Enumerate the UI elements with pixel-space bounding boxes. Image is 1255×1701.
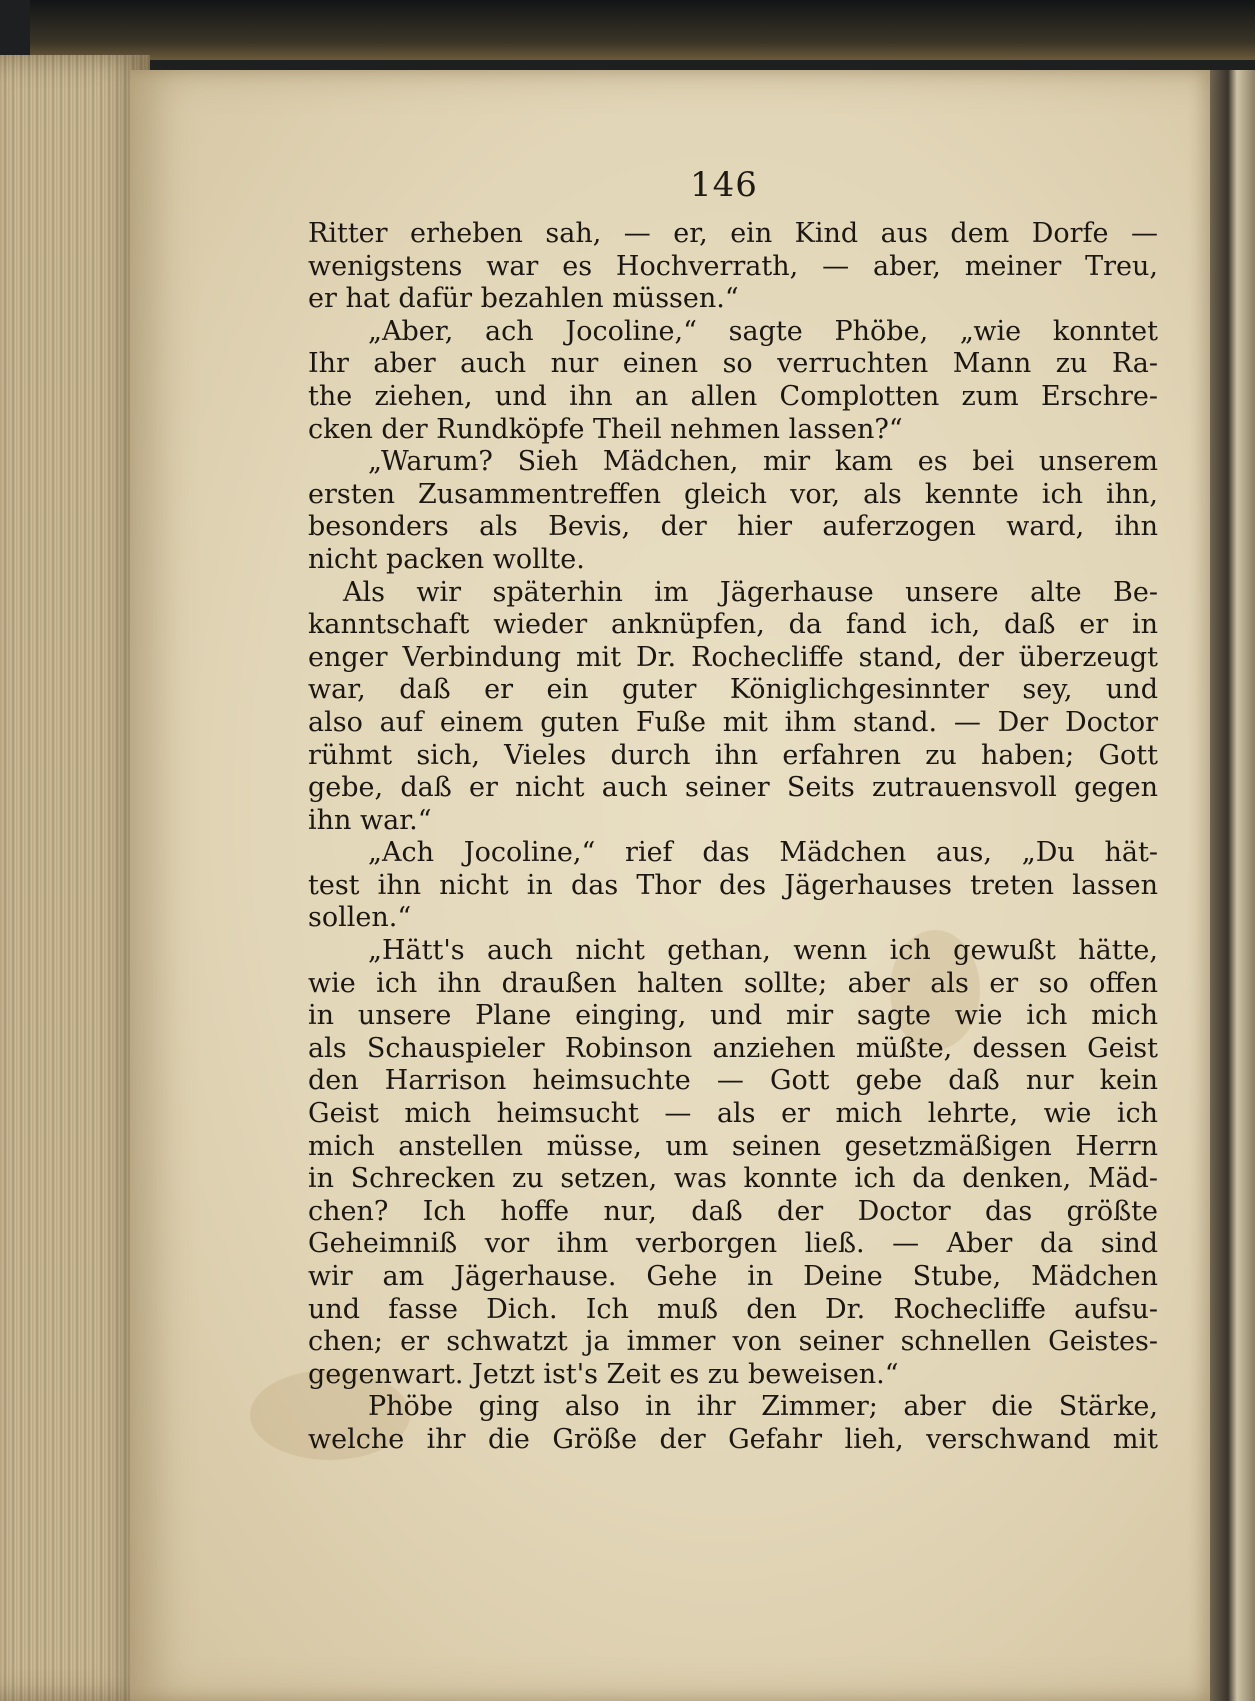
text-line: Geheimniß vor ihm verborgen ließ. — Aber da sind — [308, 1228, 1158, 1260]
text-line: Ihr aber auch nur einen so verruchten Mann zu Ra- — [308, 348, 1158, 380]
text-line: chen? Ich hoffe nur, daß der Doctor das größte — [308, 1195, 1158, 1227]
text-line: welche ihr die Größe der Gefahr lieh, verschwand mit — [308, 1423, 1158, 1455]
text-line: „Aber, ach Jocoline,“ sagte Phöbe, „wie konntet — [368, 315, 1158, 347]
text-line: wie ich ihn draußen halten sollte; aber als er so offen — [308, 967, 1158, 999]
page-stack-left — [0, 55, 150, 1701]
text-line: cken der Rundköpfe Theil nehmen lassen?“ — [308, 413, 903, 445]
text-line: den Harrison heimsuchte — Gott gebe daß nur kein — [308, 1065, 1158, 1097]
page-number: 146 — [690, 165, 758, 205]
text-line: gebe, daß er nicht auch seiner Seits zutrauensvoll gegen — [308, 772, 1158, 804]
text-line: war, daß er ein guter Königlichgesinnter sey, und — [308, 674, 1158, 706]
text-line: Phöbe ging also in ihr Zimmer; aber die Stärke, — [368, 1391, 1158, 1423]
text-line: nicht packen wollte. — [308, 543, 585, 575]
text-line: test ihn nicht in das Thor des Jägerhauses treten lassen — [308, 869, 1158, 901]
text-line: wenigstens war es Hochverrath, — aber, meiner Treu, — [308, 250, 1158, 282]
text-line: sollen.“ — [308, 902, 412, 934]
text-line: ihn war.“ — [308, 804, 432, 836]
body-text — [308, 218, 1158, 1457]
text-line: als Schauspieler Robinson anziehen müßte, dessen Geist — [308, 1032, 1158, 1064]
text-line: besonders als Bevis, der hier auferzogen ward, ihn — [308, 511, 1158, 543]
text-line: „Warum? Sieh Mädchen, mir kam es bei unserem — [368, 446, 1158, 478]
text-line: Geist mich heimsucht — als er mich lehrte, wie ich — [308, 1098, 1158, 1130]
text-line: er hat dafür bezahlen müssen.“ — [308, 283, 739, 315]
text-line: Als wir späterhin im Jägerhause unsere alte Be- — [343, 576, 1158, 608]
text-line: mich anstellen müsse, um seinen gesetzmäßigen Herrn — [308, 1130, 1158, 1162]
book-cover-edge — [30, 0, 1255, 60]
text-line: ersten Zusammentreffen gleich vor, als kennte ich ihn, — [308, 478, 1158, 510]
text-line: in unsere Plane einging, und mir sagte wie ich mich — [308, 1000, 1158, 1032]
text-line: in Schrecken zu setzen, was konnte ich da denken, Mäd- — [308, 1163, 1158, 1195]
text-line: kanntschaft wieder anknüpfen, da fand ich, daß er in — [308, 609, 1158, 641]
text-line: wir am Jägerhause. Gehe in Deine Stube, Mädchen — [308, 1261, 1158, 1292]
text-line: also auf einem guten Fuße mit ihm stand. — Der Doctor — [308, 706, 1158, 738]
text-line: chen; er schwatzt ja immer von seiner schnellen Geistes- — [308, 1326, 1158, 1358]
text-line: „Ach Jocoline,“ rief das Mädchen aus, „Du hät- — [368, 837, 1158, 869]
text-line: the ziehen, und ihn an allen Complotten zum Erschre- — [308, 380, 1158, 412]
text-line: „Hätt's auch nicht gethan, wenn ich gewußt hätte, — [368, 935, 1158, 967]
text-line: rühmt sich, Vieles durch ihn erfahren zu haben; Gott — [308, 739, 1158, 771]
text-line: gegenwart. Jetzt ist's Zeit es zu beweisen.“ — [308, 1358, 899, 1390]
book-edge-right — [1210, 70, 1255, 1701]
text-line: und fasse Dich. Ich muß den Dr. Rochecliffe aufsu- — [308, 1293, 1158, 1325]
text-line: enger Verbindung mit Dr. Rochecliffe stand, der überzeugt — [308, 641, 1158, 673]
text-line: Ritter erheben sah, — er, ein Kind aus dem Dorfe — — [308, 218, 1158, 249]
